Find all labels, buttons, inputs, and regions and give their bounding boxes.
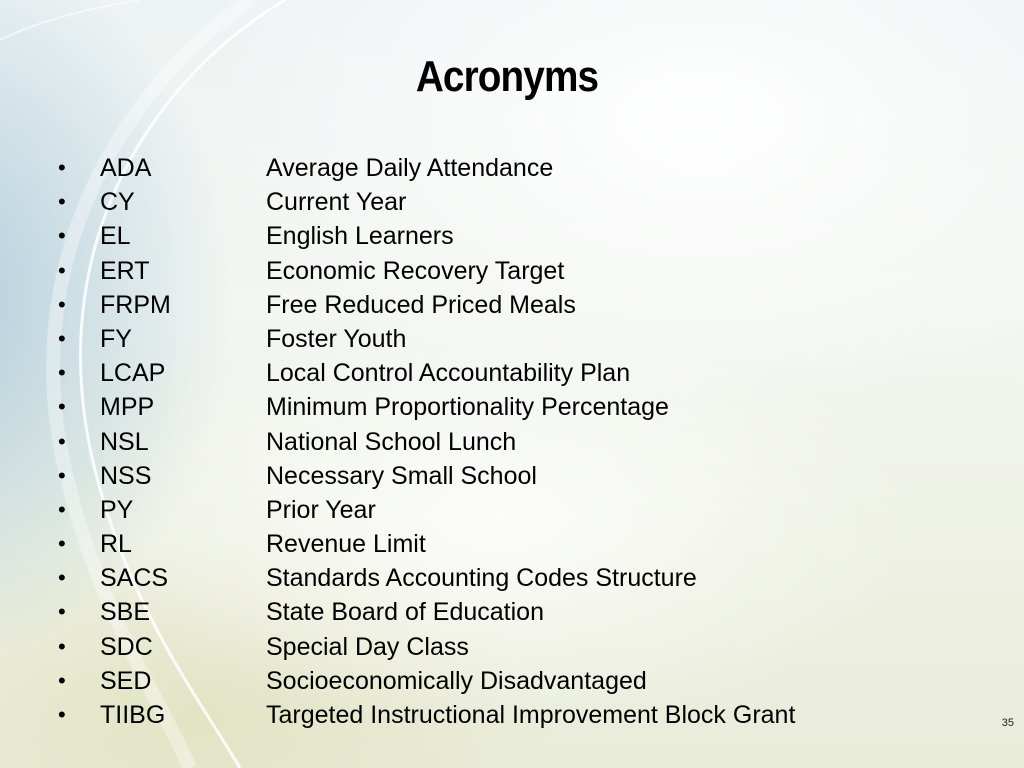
acronym-definition: Average Daily Attendance	[266, 154, 554, 182]
bullet-icon: •	[58, 155, 66, 180]
acronym-abbreviation: SED	[100, 666, 152, 695]
bullet-icon: •	[58, 633, 66, 659]
acronym-definition: Standards Accounting Codes Structure	[266, 564, 697, 593]
bullet-icon: •	[58, 428, 66, 454]
acronym-definition: Economic Recovery Target	[266, 256, 565, 285]
acronym-definition: Foster Youth	[266, 324, 407, 353]
acronym-definition: Current Year	[266, 188, 407, 217]
acronym-abbreviation: PY	[100, 495, 134, 524]
bullet-icon: •	[58, 325, 66, 351]
acronym-abbreviation: TIIBG	[100, 701, 166, 729]
acronym-definition: Local Control Accountability Plan	[266, 359, 631, 388]
bullet-icon: •	[58, 496, 66, 522]
acronym-abbreviation: SACS	[100, 564, 169, 593]
acronym-definition: Targeted Instructional Improvement Block Grant	[266, 701, 796, 729]
acronym-abbreviation: MPP	[100, 393, 155, 422]
acronym-definition: Necessary Small School	[266, 461, 537, 490]
acronym-definition: State Board of Education	[266, 598, 544, 627]
bullet-icon: •	[58, 291, 66, 317]
acronym-abbreviation: SBE	[100, 598, 151, 627]
acronym-definition: Free Reduced Priced Meals	[266, 290, 576, 319]
acronym-abbreviation: FRPM	[100, 290, 171, 319]
acronym-abbreviation: FY	[100, 324, 132, 353]
acronym-definition: Minimum Proportionality Percentage	[266, 393, 669, 422]
acronym-definition: Revenue Limit	[266, 530, 426, 559]
slide-number: 35	[1001, 717, 1014, 729]
slide-title: Acronyms	[415, 52, 599, 101]
bullet-icon: •	[58, 360, 66, 386]
bullet-icon: •	[58, 599, 66, 625]
bullet-icon: •	[58, 565, 66, 591]
acronym-definition: Socioeconomically Disadvantaged	[266, 666, 647, 695]
acronym-abbreviation: RL	[100, 530, 132, 559]
acronym-abbreviation: ADA	[100, 154, 152, 182]
acronym-definition: National School Lunch	[266, 427, 517, 456]
bullet-icon: •	[58, 189, 66, 215]
acronym-abbreviation: LCAP	[100, 359, 166, 388]
bullet-icon: •	[58, 531, 66, 557]
acronym-definition: Prior Year	[266, 495, 376, 524]
bullet-icon: •	[58, 702, 66, 727]
acronym-abbreviation: NSL	[100, 427, 149, 456]
bullet-icon: •	[58, 257, 66, 283]
bullet-icon: •	[58, 462, 66, 488]
acronym-abbreviation: SDC	[100, 632, 153, 661]
acronym-abbreviation: CY	[100, 188, 135, 217]
acronym-abbreviation: ERT	[100, 256, 150, 285]
acronym-abbreviation: NSS	[100, 461, 152, 490]
acronym-abbreviation: EL	[100, 222, 131, 251]
acronym-definition: Special Day Class	[266, 632, 469, 661]
bullet-icon: •	[58, 394, 66, 420]
acronym-definition: English Learners	[266, 222, 454, 251]
bullet-icon: •	[58, 667, 66, 693]
bullet-icon: •	[58, 223, 66, 249]
